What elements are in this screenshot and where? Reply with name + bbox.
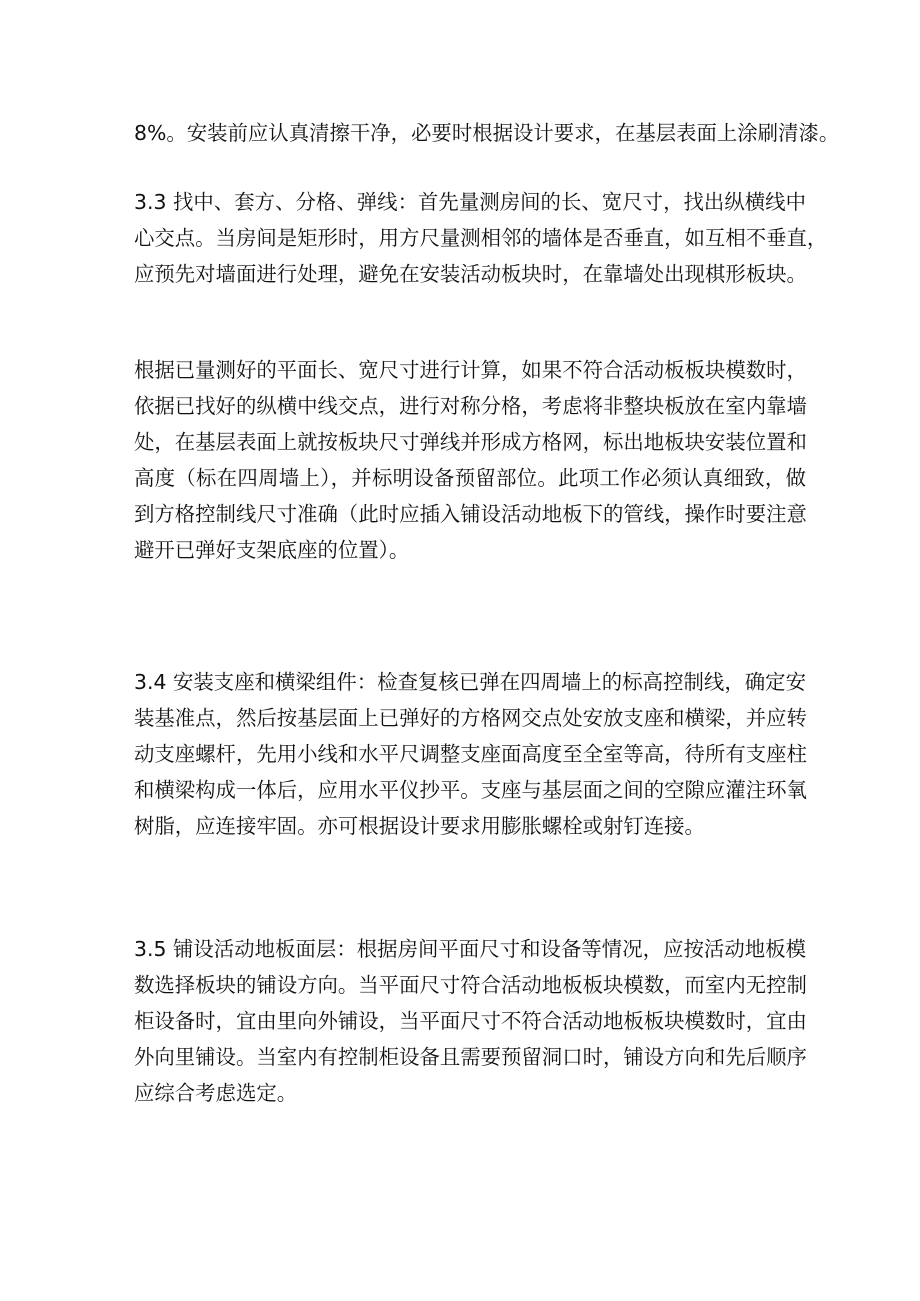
text-line: 依据已找好的纵横中线交点，进行对称分格，考虑将非整块板放在室内靠墙 (134, 394, 807, 418)
text-line: 心交点。当房间是矩形时，用方尺量测相邻的墙体是否垂直，如互相不垂直， (134, 226, 828, 250)
text-line: 柜设备时，宜由里向外铺设，当平面尺寸不符合活动地板板块模数时，宜由 (134, 1009, 807, 1033)
text-line: 数选择板块的铺设方向。当平面尺寸符合活动地板板块模数，而室内无控制 (134, 973, 807, 997)
text-line: 3.5 铺设活动地板面层：根据房间平面尺寸和设备等情况，应按活动地板模 (134, 937, 806, 961)
text-line: 根据已量测好的平面长、宽尺寸进行计算，如果不符合活动板板块模数时， (134, 358, 807, 382)
text-line: 和横梁构成一体后，应用水平仪抄平。支座与基层面之间的空隙应灌注环氧 (134, 778, 807, 802)
paragraph-grid-layout (134, 352, 806, 568)
text-line: 动支座螺杆，先用小线和水平尺调整支座面高度至全室等高，待所有支座柱 (134, 742, 807, 766)
paragraph-section-3-4 (134, 664, 806, 844)
paragraph-section-3-5 (134, 931, 806, 1111)
text-line: 3.3 找中、套方、分格、弹线：首先量测房间的长、宽尺寸，找出纵横线中 (134, 190, 806, 214)
text-line: 外向里铺设。当室内有控制柜设备且需要预留洞口时，铺设方向和先后顺序 (134, 1045, 807, 1069)
text-line: 装基准点，然后按基层面上已弹好的方格网交点处安放支座和横梁，并应转 (134, 706, 807, 730)
text-line: 应综合考虑选定。 (134, 1081, 298, 1105)
text-line: 3.4 安装支座和横梁组件：检查复核已弹在四周墙上的标高控制线，确定安 (134, 670, 806, 694)
text-line: 避开已弹好支架底座的位置）。 (134, 538, 410, 562)
text-line: 处，在基层表面上就按板块尺寸弹线并形成方格网，标出地板块安装位置和 (134, 430, 807, 454)
text-line: 8%。安装前应认真清擦干净，必要时根据设计要求，在基层表面上涂刷清漆。 (134, 121, 840, 145)
text-line: 到方格控制线尺寸准确（此时应插入铺设活动地板下的管线，操作时要注意 (134, 502, 807, 526)
paragraph-cleaning-note (134, 115, 840, 151)
paragraph-section-3-3 (134, 184, 828, 292)
text-line: 高度（标在四周墙上），并标明设备预留部位。此项工作必须认真细致，做 (134, 466, 806, 490)
text-line: 树脂，应连接牢固。亦可根据设计要求用膨胀螺栓或射钉连接。 (134, 814, 705, 838)
text-line: 应预先对墙面进行处理，避免在安装活动板块时，在靠墙处出现棋形板块。 (134, 262, 807, 286)
